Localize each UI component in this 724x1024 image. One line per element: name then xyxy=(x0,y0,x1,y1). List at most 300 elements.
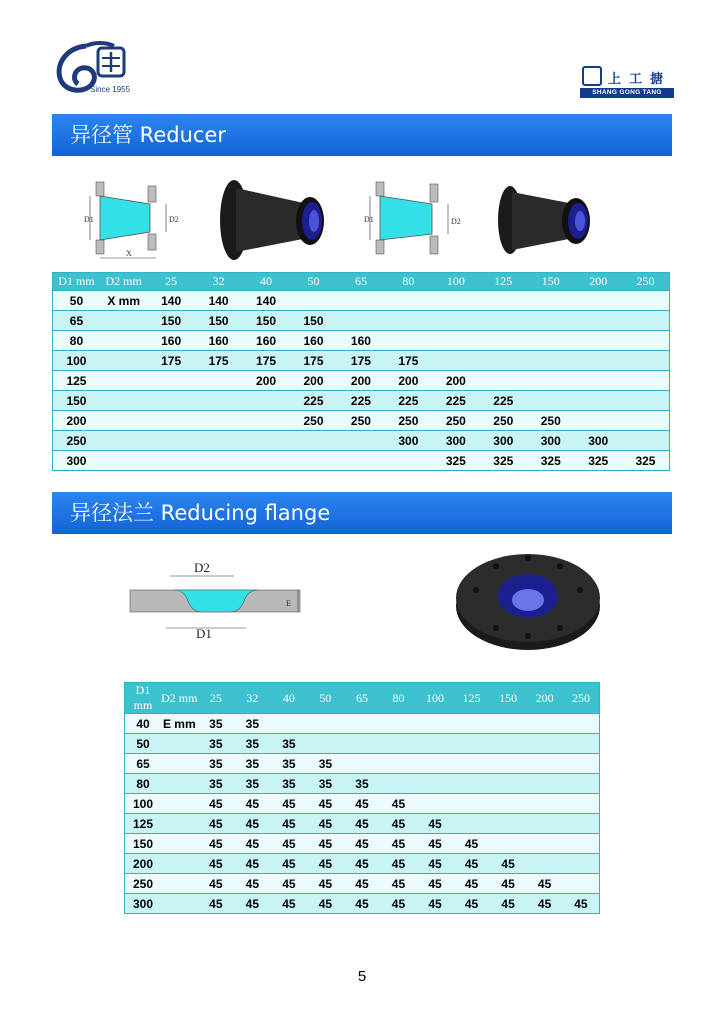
table-cell: 45 xyxy=(307,874,344,894)
table-header-cell: 65 xyxy=(344,683,381,714)
table-header-cell: 32 xyxy=(234,683,271,714)
table-cell xyxy=(161,894,198,914)
table-cell xyxy=(100,431,147,451)
table-cell xyxy=(527,291,574,311)
table-cell: 45 xyxy=(453,854,490,874)
table-cell: 140 xyxy=(242,291,289,311)
table-header-cell: D2 mm xyxy=(161,683,198,714)
table-cell xyxy=(307,714,344,734)
table-cell xyxy=(527,311,574,331)
table-cell: 65 xyxy=(125,754,162,774)
table-cell: 45 xyxy=(271,794,308,814)
table-cell xyxy=(147,451,194,471)
table-cell: 35 xyxy=(234,774,271,794)
reducer-diagram-2 xyxy=(360,174,470,264)
brand-name-cn: 上工搪 xyxy=(608,72,672,87)
table-cell xyxy=(480,331,527,351)
table-cell xyxy=(622,351,670,371)
table-cell xyxy=(490,714,527,734)
table-cell: 35 xyxy=(271,774,308,794)
table-cell xyxy=(490,754,527,774)
table-header-cell: 80 xyxy=(380,683,417,714)
table-cell xyxy=(417,734,454,754)
reducer-table xyxy=(52,272,670,471)
table-cell xyxy=(563,814,600,834)
table-cell: 45 xyxy=(490,854,527,874)
table-cell xyxy=(490,794,527,814)
table-cell xyxy=(161,834,198,854)
table-cell: 45 xyxy=(198,814,235,834)
table-cell: 325 xyxy=(432,451,479,471)
table-cell: 160 xyxy=(242,331,289,351)
table-cell xyxy=(100,391,147,411)
table-cell: 140 xyxy=(195,291,242,311)
reducing-flange-diagram xyxy=(126,556,306,642)
table-header-cell: 100 xyxy=(432,273,479,291)
table-cell: 45 xyxy=(490,874,527,894)
table-cell xyxy=(100,331,147,351)
table-cell xyxy=(385,451,432,471)
table-header-cell: 125 xyxy=(453,683,490,714)
table-cell xyxy=(195,451,242,471)
table-cell: 45 xyxy=(234,894,271,914)
table-cell xyxy=(417,794,454,814)
table-cell: 45 xyxy=(198,854,235,874)
table-cell xyxy=(563,774,600,794)
table-cell xyxy=(574,311,621,331)
table-cell xyxy=(563,734,600,754)
table-cell xyxy=(480,291,527,311)
table-cell: 225 xyxy=(385,391,432,411)
table-header-cell: 250 xyxy=(563,683,600,714)
table-header-cell: D2 mm xyxy=(100,273,147,291)
table-cell: 45 xyxy=(344,834,381,854)
table-cell: 45 xyxy=(198,834,235,854)
table-cell: 45 xyxy=(380,794,417,814)
table-cell: 325 xyxy=(527,451,574,471)
table-cell xyxy=(161,874,198,894)
table-cell xyxy=(385,331,432,351)
table-header-cell: D1 mm xyxy=(53,273,100,291)
table-cell: 50 xyxy=(125,734,162,754)
table-header-cell: 40 xyxy=(271,683,308,714)
brand-logo xyxy=(580,66,674,98)
table-cell: 175 xyxy=(337,351,384,371)
table-cell: 45 xyxy=(526,874,563,894)
table-cell: 45 xyxy=(417,814,454,834)
table-cell: 45 xyxy=(453,894,490,914)
table-cell xyxy=(453,794,490,814)
table-cell: 35 xyxy=(307,774,344,794)
since-text: Since 1955 xyxy=(90,85,131,94)
table-cell xyxy=(242,391,289,411)
e-label-flange: E xyxy=(286,599,291,608)
table-cell xyxy=(290,431,337,451)
table-header-row xyxy=(53,273,670,291)
table-cell xyxy=(453,774,490,794)
table-cell: 250 xyxy=(385,411,432,431)
table-cell: 160 xyxy=(195,331,242,351)
table-cell xyxy=(563,794,600,814)
table-cell xyxy=(195,371,242,391)
table-cell: 250 xyxy=(527,411,574,431)
table-cell xyxy=(526,854,563,874)
table-cell: 35 xyxy=(271,754,308,774)
table-cell xyxy=(100,451,147,471)
table-cell: 200 xyxy=(290,371,337,391)
table-cell xyxy=(453,734,490,754)
table-cell: 45 xyxy=(198,894,235,914)
table-header-cell: 40 xyxy=(242,273,289,291)
table-cell xyxy=(526,734,563,754)
table-cell: 45 xyxy=(453,834,490,854)
table-cell xyxy=(622,331,670,351)
table-cell: 150 xyxy=(195,311,242,331)
table-cell xyxy=(526,714,563,734)
table-cell: 45 xyxy=(234,834,271,854)
table-cell: 45 xyxy=(417,854,454,874)
table-cell xyxy=(100,311,147,331)
table-cell: 45 xyxy=(234,794,271,814)
table-cell xyxy=(337,311,384,331)
table-cell: 45 xyxy=(490,894,527,914)
section-title-reducing-flange: 异径法兰 Reducing flange xyxy=(52,492,672,534)
table-cell: 200 xyxy=(125,854,162,874)
table-cell: 175 xyxy=(147,351,194,371)
table-cell xyxy=(337,431,384,451)
table-cell: 250 xyxy=(125,874,162,894)
table-cell: 35 xyxy=(198,714,235,734)
section-title-reducer: 异径管 Reducer xyxy=(52,114,672,156)
table-cell: 225 xyxy=(290,391,337,411)
table-cell xyxy=(563,874,600,894)
d1-label-2: D1 xyxy=(364,215,374,224)
table-cell: 325 xyxy=(622,451,670,471)
reducer-diagram-1 xyxy=(80,174,190,264)
reducer-photo-2 xyxy=(490,178,600,264)
table-cell xyxy=(527,371,574,391)
table-row xyxy=(53,351,670,371)
table-cell xyxy=(432,351,479,371)
table-header-cell: D1 mm xyxy=(125,683,162,714)
table-row xyxy=(125,794,600,814)
d1-label: D1 xyxy=(84,215,94,224)
table-cell: 45 xyxy=(344,814,381,834)
table-cell: 35 xyxy=(198,754,235,774)
d2-label-2: D2 xyxy=(451,217,461,226)
table-cell: 300 xyxy=(574,431,621,451)
table-header-cell: 32 xyxy=(195,273,242,291)
table-cell: 250 xyxy=(480,411,527,431)
table-cell: 45 xyxy=(344,794,381,814)
table-header-cell: 80 xyxy=(385,273,432,291)
table-cell: 45 xyxy=(198,794,235,814)
table-cell: 45 xyxy=(307,794,344,814)
table-cell xyxy=(161,774,198,794)
table-cell xyxy=(527,331,574,351)
table-cell: 80 xyxy=(125,774,162,794)
table-cell: 45 xyxy=(234,854,271,874)
table-cell xyxy=(490,814,527,834)
table-cell: 45 xyxy=(234,814,271,834)
table-cell xyxy=(380,734,417,754)
table-cell xyxy=(574,411,621,431)
table-cell: 45 xyxy=(563,894,600,914)
table-cell xyxy=(526,794,563,814)
table-cell: 160 xyxy=(147,331,194,351)
table-cell xyxy=(480,371,527,391)
table-cell xyxy=(161,734,198,754)
table-cell: 300 xyxy=(125,894,162,914)
table-cell: 175 xyxy=(242,351,289,371)
table-cell xyxy=(526,814,563,834)
table-row xyxy=(125,774,600,794)
table-cell: 140 xyxy=(147,291,194,311)
d2-label: D2 xyxy=(169,215,179,224)
table-cell: 45 xyxy=(271,894,308,914)
table-row xyxy=(53,331,670,351)
table-cell: 45 xyxy=(344,854,381,874)
table-cell: 45 xyxy=(417,894,454,914)
table-cell: 250 xyxy=(53,431,100,451)
table-row xyxy=(53,291,670,311)
page-number: 5 xyxy=(357,968,367,985)
table-cell xyxy=(417,774,454,794)
table-cell: 325 xyxy=(480,451,527,471)
table-cell: 45 xyxy=(307,834,344,854)
table-cell xyxy=(526,834,563,854)
table-cell: 35 xyxy=(234,754,271,774)
table-row xyxy=(125,874,600,894)
table-cell xyxy=(622,391,670,411)
table-cell: 150 xyxy=(147,311,194,331)
table-cell xyxy=(574,291,621,311)
table-cell: 35 xyxy=(198,774,235,794)
table-cell: 300 xyxy=(480,431,527,451)
table-cell xyxy=(195,431,242,451)
table-cell: 225 xyxy=(480,391,527,411)
table-cell: 200 xyxy=(337,371,384,391)
table-header-cell: 25 xyxy=(198,683,235,714)
table-cell xyxy=(490,734,527,754)
table-row xyxy=(125,854,600,874)
table-cell xyxy=(147,431,194,451)
table-cell: 45 xyxy=(307,854,344,874)
table-row xyxy=(125,754,600,774)
table-cell xyxy=(337,291,384,311)
table-cell: 300 xyxy=(527,431,574,451)
table-cell: X mm xyxy=(100,291,147,311)
table-cell: 125 xyxy=(125,814,162,834)
table-cell xyxy=(161,814,198,834)
table-row xyxy=(53,451,670,471)
table-cell: 80 xyxy=(53,331,100,351)
table-cell: 45 xyxy=(526,894,563,914)
table-row xyxy=(125,714,600,734)
table-cell: 40 xyxy=(125,714,162,734)
table-cell xyxy=(380,714,417,734)
table-cell xyxy=(622,311,670,331)
table-cell: 45 xyxy=(344,894,381,914)
table-cell xyxy=(307,734,344,754)
table-cell xyxy=(563,714,600,734)
table-cell: 100 xyxy=(125,794,162,814)
table-cell: 150 xyxy=(125,834,162,854)
table-row xyxy=(125,814,600,834)
table-cell: 45 xyxy=(234,874,271,894)
table-cell xyxy=(622,431,670,451)
table-cell: 65 xyxy=(53,311,100,331)
table-cell xyxy=(453,754,490,774)
table-cell: 35 xyxy=(234,714,271,734)
table-cell: 250 xyxy=(337,411,384,431)
table-cell xyxy=(490,834,527,854)
table-cell: 45 xyxy=(271,834,308,854)
table-cell: 45 xyxy=(380,894,417,914)
table-cell xyxy=(480,351,527,371)
table-cell: 45 xyxy=(271,874,308,894)
table-cell: 35 xyxy=(344,774,381,794)
table-cell: 200 xyxy=(242,371,289,391)
table-cell xyxy=(574,331,621,351)
table-cell: E mm xyxy=(161,714,198,734)
table-cell: 45 xyxy=(344,874,381,894)
table-cell xyxy=(344,714,381,734)
table-row xyxy=(53,311,670,331)
table-cell: 45 xyxy=(307,894,344,914)
table-cell xyxy=(242,431,289,451)
table-cell xyxy=(147,391,194,411)
reducing-flange-photo xyxy=(452,546,604,652)
table-cell: 35 xyxy=(271,734,308,754)
table-header-cell: 200 xyxy=(526,683,563,714)
table-header-cell: 150 xyxy=(527,273,574,291)
table-cell xyxy=(526,774,563,794)
table-header-cell: 125 xyxy=(480,273,527,291)
table-cell: 200 xyxy=(385,371,432,391)
table-cell xyxy=(563,854,600,874)
table-cell xyxy=(574,391,621,411)
table-cell: 45 xyxy=(380,874,417,894)
table-cell xyxy=(432,331,479,351)
table-cell: 35 xyxy=(234,734,271,754)
table-cell xyxy=(453,814,490,834)
table-cell xyxy=(563,754,600,774)
table-header-cell: 200 xyxy=(574,273,621,291)
table-cell xyxy=(480,311,527,331)
table-cell xyxy=(380,754,417,774)
d2-label-flange: D2 xyxy=(194,560,210,575)
table-cell xyxy=(527,351,574,371)
table-cell xyxy=(574,371,621,391)
table-cell xyxy=(100,371,147,391)
table-cell: 250 xyxy=(432,411,479,431)
table-cell: 45 xyxy=(453,874,490,894)
table-header-cell: 150 xyxy=(490,683,527,714)
table-cell xyxy=(242,451,289,471)
table-cell: 175 xyxy=(385,351,432,371)
table-cell: 300 xyxy=(53,451,100,471)
table-row xyxy=(53,391,670,411)
table-cell: 100 xyxy=(53,351,100,371)
table-cell xyxy=(242,411,289,431)
table-cell xyxy=(385,291,432,311)
table-cell: 45 xyxy=(380,814,417,834)
table-cell xyxy=(622,411,670,431)
table-cell: 300 xyxy=(385,431,432,451)
table-cell xyxy=(100,351,147,371)
table-cell: 150 xyxy=(290,311,337,331)
table-cell xyxy=(161,754,198,774)
table-cell: 35 xyxy=(198,734,235,754)
table-header-cell: 25 xyxy=(147,273,194,291)
table-header-row xyxy=(125,683,600,714)
table-cell xyxy=(574,351,621,371)
table-cell: 300 xyxy=(432,431,479,451)
table-cell: 150 xyxy=(242,311,289,331)
table-row xyxy=(53,411,670,431)
table-cell xyxy=(271,714,308,734)
table-cell: 35 xyxy=(307,754,344,774)
table-header-cell: 50 xyxy=(307,683,344,714)
table-cell: 45 xyxy=(417,834,454,854)
table-header-cell: 250 xyxy=(622,273,670,291)
table-row xyxy=(53,431,670,451)
table-cell: 45 xyxy=(271,854,308,874)
table-cell xyxy=(195,391,242,411)
table-cell xyxy=(563,834,600,854)
table-cell xyxy=(526,754,563,774)
table-cell: 45 xyxy=(271,814,308,834)
table-cell: 45 xyxy=(380,834,417,854)
table-cell xyxy=(147,371,194,391)
table-cell xyxy=(453,714,490,734)
table-cell xyxy=(417,714,454,734)
table-cell: 125 xyxy=(53,371,100,391)
table-cell xyxy=(344,734,381,754)
table-header-cell: 65 xyxy=(337,273,384,291)
d1-label-flange: D1 xyxy=(196,626,212,641)
table-cell: 225 xyxy=(337,391,384,411)
table-cell: 325 xyxy=(574,451,621,471)
table-cell: 50 xyxy=(53,291,100,311)
brand-mark-icon xyxy=(582,66,602,86)
reducer-photo-1 xyxy=(212,176,338,266)
table-cell: 175 xyxy=(195,351,242,371)
table-cell xyxy=(385,311,432,331)
table-row xyxy=(125,834,600,854)
table-cell: 45 xyxy=(417,874,454,894)
table-cell xyxy=(100,411,147,431)
table-cell xyxy=(195,411,242,431)
table-cell xyxy=(527,391,574,411)
table-row xyxy=(53,371,670,391)
table-cell xyxy=(432,291,479,311)
table-cell xyxy=(290,451,337,471)
table-cell: 45 xyxy=(198,874,235,894)
table-cell xyxy=(432,311,479,331)
table-cell xyxy=(622,291,670,311)
table-cell xyxy=(290,291,337,311)
x-label: X xyxy=(126,249,132,258)
table-header-cell: 50 xyxy=(290,273,337,291)
table-cell: 160 xyxy=(337,331,384,351)
table-cell: 45 xyxy=(380,854,417,874)
table-cell: 250 xyxy=(290,411,337,431)
table-cell xyxy=(622,371,670,391)
table-cell xyxy=(161,794,198,814)
table-cell xyxy=(337,451,384,471)
